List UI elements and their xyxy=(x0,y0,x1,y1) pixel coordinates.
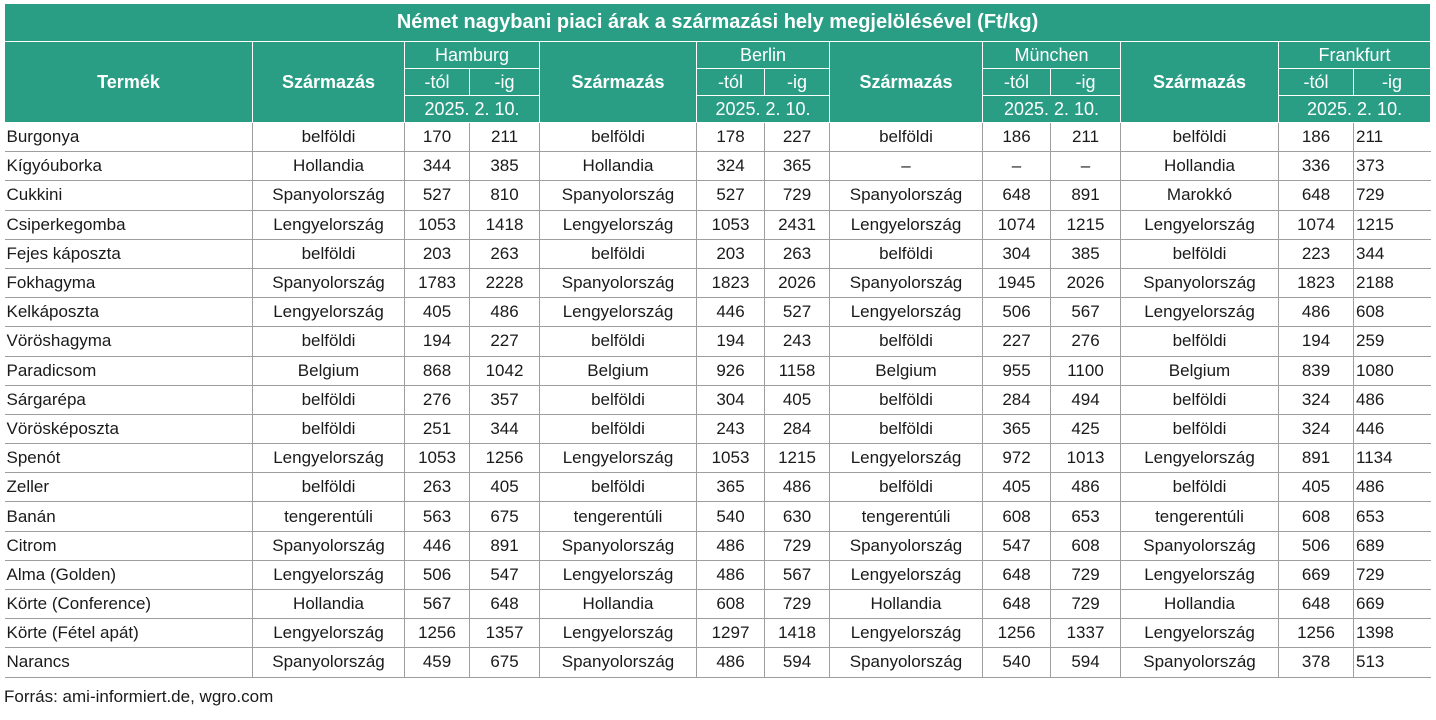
origin-berlin-cell: Lengyelország xyxy=(540,619,697,648)
product-name-cell: Citrom xyxy=(5,531,253,560)
product-name-cell: Vörösképoszta xyxy=(5,414,253,443)
berlin-to-cell: 1215 xyxy=(765,444,830,473)
munchen-from-cell: 648 xyxy=(983,181,1051,210)
hamburg-to-cell: 344 xyxy=(470,414,540,443)
source-note: Forrás: ami-informiert.de, wgro.com xyxy=(4,687,274,706)
berlin-from-cell: 194 xyxy=(697,327,765,356)
product-name-cell: Kelkáposzta xyxy=(5,298,253,327)
product-name-cell: Burgonya xyxy=(5,123,253,152)
hamburg-from-cell: 344 xyxy=(405,152,470,181)
berlin-from-cell: 486 xyxy=(697,648,765,677)
munchen-to-cell: 594 xyxy=(1051,648,1121,677)
berlin-from-cell: 540 xyxy=(697,502,765,531)
frankfurt-from-cell: 506 xyxy=(1279,531,1354,560)
munchen-to-cell: 276 xyxy=(1051,327,1121,356)
hamburg-to-cell: 547 xyxy=(470,560,540,589)
table-row xyxy=(5,210,1431,239)
berlin-from-cell: 486 xyxy=(697,560,765,589)
origin-munchen-cell: Hollandia xyxy=(830,590,983,619)
berlin-to-cell: 284 xyxy=(765,414,830,443)
berlin-from-cell: 203 xyxy=(697,239,765,268)
origin-berlin-cell: Lengyelország xyxy=(540,298,697,327)
product-name-cell: Körte (Conference) xyxy=(5,590,253,619)
origin-berlin-cell: Spanyolország xyxy=(540,648,697,677)
product-name-cell: Paradicsom xyxy=(5,356,253,385)
header-city-frankfurt: Frankfurt xyxy=(1279,42,1431,69)
berlin-from-cell: 527 xyxy=(697,181,765,210)
munchen-from-cell: 648 xyxy=(983,590,1051,619)
product-name-cell: Fejes káposzta xyxy=(5,239,253,268)
hamburg-to-cell: 1256 xyxy=(470,444,540,473)
frankfurt-from-cell: 1074 xyxy=(1279,210,1354,239)
berlin-from-cell: 1297 xyxy=(697,619,765,648)
frankfurt-to-cell: 729 xyxy=(1354,181,1431,210)
product-name-cell: Narancs xyxy=(5,648,253,677)
product-name-cell: Spenót xyxy=(5,444,253,473)
berlin-from-cell: 926 xyxy=(697,356,765,385)
munchen-from-cell: 284 xyxy=(983,385,1051,414)
munchen-from-cell: 608 xyxy=(983,502,1051,531)
berlin-to-cell: 527 xyxy=(765,298,830,327)
hamburg-to-cell: 675 xyxy=(470,502,540,531)
berlin-to-cell: 1158 xyxy=(765,356,830,385)
origin-hamburg-cell: tengerentúli xyxy=(253,502,405,531)
munchen-to-cell: 608 xyxy=(1051,531,1121,560)
origin-hamburg-cell: Belgium xyxy=(253,356,405,385)
origin-berlin-cell: belföldi xyxy=(540,414,697,443)
table-row xyxy=(5,444,1431,473)
origin-hamburg-cell: Spanyolország xyxy=(253,181,405,210)
munchen-to-cell: 1100 xyxy=(1051,356,1121,385)
munchen-to-cell: 729 xyxy=(1051,590,1121,619)
origin-hamburg-cell: Lengyelország xyxy=(253,560,405,589)
frankfurt-from-cell: 405 xyxy=(1279,473,1354,502)
frankfurt-from-cell: 669 xyxy=(1279,560,1354,589)
hamburg-to-cell: 211 xyxy=(470,123,540,152)
table-row xyxy=(5,268,1431,297)
origin-frankfurt-cell: belföldi xyxy=(1121,239,1279,268)
frankfurt-to-cell: 729 xyxy=(1354,560,1431,589)
munchen-to-cell: 486 xyxy=(1051,473,1121,502)
hamburg-to-cell: 810 xyxy=(470,181,540,210)
hamburg-to-cell: 385 xyxy=(470,152,540,181)
product-name-cell: Cukkini xyxy=(5,181,253,210)
origin-hamburg-cell: belföldi xyxy=(253,123,405,152)
munchen-to-cell: 1337 xyxy=(1051,619,1121,648)
table-row xyxy=(5,239,1431,268)
berlin-to-cell: 729 xyxy=(765,590,830,619)
munchen-from-cell: 540 xyxy=(983,648,1051,677)
origin-munchen-cell: belföldi xyxy=(830,414,983,443)
munchen-from-cell: 1074 xyxy=(983,210,1051,239)
header-date: 2025. 2. 10. xyxy=(405,96,540,123)
table-row xyxy=(5,123,1431,152)
hamburg-from-cell: 1053 xyxy=(405,210,470,239)
frankfurt-from-cell: 486 xyxy=(1279,298,1354,327)
munchen-from-cell: 405 xyxy=(983,473,1051,502)
origin-munchen-cell: belföldi xyxy=(830,239,983,268)
frankfurt-to-cell: 653 xyxy=(1354,502,1431,531)
product-name-cell: Sárgarépa xyxy=(5,385,253,414)
origin-frankfurt-cell: belföldi xyxy=(1121,385,1279,414)
table-row xyxy=(5,356,1431,385)
munchen-from-cell: 506 xyxy=(983,298,1051,327)
frankfurt-to-cell: 486 xyxy=(1354,385,1431,414)
frankfurt-to-cell: 373 xyxy=(1354,152,1431,181)
product-name-cell: Körte (Fétel apát) xyxy=(5,619,253,648)
table-row xyxy=(5,152,1431,181)
origin-frankfurt-cell: Lengyelország xyxy=(1121,560,1279,589)
origin-frankfurt-cell: Spanyolország xyxy=(1121,531,1279,560)
berlin-to-cell: 365 xyxy=(765,152,830,181)
origin-hamburg-cell: belföldi xyxy=(253,239,405,268)
product-name-cell: Vöröshagyma xyxy=(5,327,253,356)
frankfurt-to-cell: 259 xyxy=(1354,327,1431,356)
munchen-from-cell: 304 xyxy=(983,239,1051,268)
product-name-cell: Fokhagyma xyxy=(5,268,253,297)
hamburg-from-cell: 194 xyxy=(405,327,470,356)
header-city-berlin: Berlin xyxy=(697,42,830,69)
origin-berlin-cell: tengerentúli xyxy=(540,502,697,531)
origin-munchen-cell: Belgium xyxy=(830,356,983,385)
hamburg-to-cell: 1042 xyxy=(470,356,540,385)
table-title: Német nagybani piaci árak a származási hely megjelölésével (Ft/kg) xyxy=(5,4,1431,42)
berlin-from-cell: 365 xyxy=(697,473,765,502)
header-origin-munchen: Származás xyxy=(830,42,983,123)
origin-berlin-cell: Hollandia xyxy=(540,152,697,181)
berlin-from-cell: 1053 xyxy=(697,210,765,239)
header-from: -tól xyxy=(697,69,765,96)
berlin-to-cell: 729 xyxy=(765,181,830,210)
header-date: 2025. 2. 10. xyxy=(697,96,830,123)
table-body xyxy=(5,123,1431,678)
origin-berlin-cell: belföldi xyxy=(540,473,697,502)
hamburg-from-cell: 1256 xyxy=(405,619,470,648)
origin-berlin-cell: belföldi xyxy=(540,385,697,414)
hamburg-to-cell: 227 xyxy=(470,327,540,356)
hamburg-from-cell: 563 xyxy=(405,502,470,531)
hamburg-to-cell: 1357 xyxy=(470,619,540,648)
munchen-from-cell: 955 xyxy=(983,356,1051,385)
frankfurt-to-cell: 669 xyxy=(1354,590,1431,619)
berlin-from-cell: 608 xyxy=(697,590,765,619)
table-row xyxy=(5,590,1431,619)
origin-frankfurt-cell: belföldi xyxy=(1121,327,1279,356)
header-city-munchen: München xyxy=(983,42,1121,69)
header-to: -ig xyxy=(765,69,830,96)
frankfurt-from-cell: 324 xyxy=(1279,385,1354,414)
header-from: -tól xyxy=(405,69,470,96)
origin-hamburg-cell: Lengyelország xyxy=(253,298,405,327)
berlin-from-cell: 446 xyxy=(697,298,765,327)
origin-munchen-cell: belföldi xyxy=(830,473,983,502)
table-row xyxy=(5,327,1431,356)
frankfurt-from-cell: 608 xyxy=(1279,502,1354,531)
munchen-to-cell: 1215 xyxy=(1051,210,1121,239)
table-row xyxy=(5,385,1431,414)
munchen-to-cell: 567 xyxy=(1051,298,1121,327)
frankfurt-from-cell: 194 xyxy=(1279,327,1354,356)
munchen-to-cell: – xyxy=(1051,152,1121,181)
frankfurt-to-cell: 608 xyxy=(1354,298,1431,327)
berlin-from-cell: 324 xyxy=(697,152,765,181)
hamburg-from-cell: 446 xyxy=(405,531,470,560)
berlin-to-cell: 630 xyxy=(765,502,830,531)
hamburg-from-cell: 868 xyxy=(405,356,470,385)
munchen-to-cell: 211 xyxy=(1051,123,1121,152)
price-table xyxy=(4,3,1431,678)
price-table-container xyxy=(4,3,1430,678)
header-product: Termék xyxy=(5,42,253,123)
origin-hamburg-cell: Hollandia xyxy=(253,152,405,181)
origin-frankfurt-cell: Belgium xyxy=(1121,356,1279,385)
frankfurt-to-cell: 513 xyxy=(1354,648,1431,677)
origin-hamburg-cell: Lengyelország xyxy=(253,619,405,648)
berlin-from-cell: 1823 xyxy=(697,268,765,297)
table-row xyxy=(5,502,1431,531)
frankfurt-to-cell: 486 xyxy=(1354,473,1431,502)
berlin-from-cell: 1053 xyxy=(697,444,765,473)
hamburg-from-cell: 170 xyxy=(405,123,470,152)
origin-munchen-cell: Spanyolország xyxy=(830,648,983,677)
frankfurt-from-cell: 223 xyxy=(1279,239,1354,268)
origin-frankfurt-cell: Lengyelország xyxy=(1121,444,1279,473)
product-name-cell: Alma (Golden) xyxy=(5,560,253,589)
munchen-to-cell: 729 xyxy=(1051,560,1121,589)
table-row xyxy=(5,648,1431,677)
table-row xyxy=(5,181,1431,210)
origin-munchen-cell: Spanyolország xyxy=(830,181,983,210)
origin-munchen-cell: belföldi xyxy=(830,123,983,152)
origin-munchen-cell: – xyxy=(830,152,983,181)
origin-hamburg-cell: Spanyolország xyxy=(253,268,405,297)
munchen-to-cell: 385 xyxy=(1051,239,1121,268)
table-row xyxy=(5,619,1431,648)
origin-frankfurt-cell: belföldi xyxy=(1121,123,1279,152)
header-date: 2025. 2. 10. xyxy=(1279,96,1431,123)
product-name-cell: Zeller xyxy=(5,473,253,502)
frankfurt-to-cell: 1215 xyxy=(1354,210,1431,239)
table-row xyxy=(5,298,1431,327)
munchen-from-cell: 365 xyxy=(983,414,1051,443)
frankfurt-to-cell: 1134 xyxy=(1354,444,1431,473)
origin-munchen-cell: tengerentúli xyxy=(830,502,983,531)
munchen-from-cell: 186 xyxy=(983,123,1051,152)
hamburg-to-cell: 486 xyxy=(470,298,540,327)
header-origin-hamburg: Származás xyxy=(253,42,405,123)
origin-hamburg-cell: belföldi xyxy=(253,473,405,502)
frankfurt-from-cell: 1256 xyxy=(1279,619,1354,648)
munchen-from-cell: 972 xyxy=(983,444,1051,473)
header-from: -tól xyxy=(1279,69,1354,96)
frankfurt-from-cell: 891 xyxy=(1279,444,1354,473)
origin-frankfurt-cell: Hollandia xyxy=(1121,590,1279,619)
hamburg-from-cell: 263 xyxy=(405,473,470,502)
origin-berlin-cell: belföldi xyxy=(540,327,697,356)
origin-hamburg-cell: Spanyolország xyxy=(253,648,405,677)
munchen-from-cell: 547 xyxy=(983,531,1051,560)
header-date: 2025. 2. 10. xyxy=(983,96,1121,123)
header-origin-berlin: Származás xyxy=(540,42,697,123)
origin-frankfurt-cell: Spanyolország xyxy=(1121,268,1279,297)
origin-frankfurt-cell: tengerentúli xyxy=(1121,502,1279,531)
hamburg-from-cell: 1783 xyxy=(405,268,470,297)
frankfurt-from-cell: 1823 xyxy=(1279,268,1354,297)
origin-munchen-cell: belföldi xyxy=(830,327,983,356)
munchen-from-cell: – xyxy=(983,152,1051,181)
hamburg-from-cell: 459 xyxy=(405,648,470,677)
origin-berlin-cell: Lengyelország xyxy=(540,210,697,239)
frankfurt-to-cell: 689 xyxy=(1354,531,1431,560)
berlin-to-cell: 2026 xyxy=(765,268,830,297)
header-origin-frankfurt: Származás xyxy=(1121,42,1279,123)
frankfurt-from-cell: 648 xyxy=(1279,181,1354,210)
hamburg-from-cell: 405 xyxy=(405,298,470,327)
berlin-from-cell: 243 xyxy=(697,414,765,443)
frankfurt-to-cell: 211 xyxy=(1354,123,1431,152)
hamburg-to-cell: 675 xyxy=(470,648,540,677)
origin-hamburg-cell: Lengyelország xyxy=(253,210,405,239)
header-city-hamburg: Hamburg xyxy=(405,42,540,69)
origin-frankfurt-cell: belföldi xyxy=(1121,414,1279,443)
hamburg-from-cell: 527 xyxy=(405,181,470,210)
berlin-to-cell: 729 xyxy=(765,531,830,560)
origin-munchen-cell: Lengyelország xyxy=(830,210,983,239)
origin-frankfurt-cell: belföldi xyxy=(1121,473,1279,502)
origin-berlin-cell: Lengyelország xyxy=(540,560,697,589)
frankfurt-from-cell: 839 xyxy=(1279,356,1354,385)
origin-berlin-cell: Spanyolország xyxy=(540,268,697,297)
origin-munchen-cell: Spanyolország xyxy=(830,531,983,560)
munchen-to-cell: 653 xyxy=(1051,502,1121,531)
origin-berlin-cell: Spanyolország xyxy=(540,181,697,210)
munchen-from-cell: 648 xyxy=(983,560,1051,589)
berlin-to-cell: 227 xyxy=(765,123,830,152)
berlin-to-cell: 243 xyxy=(765,327,830,356)
hamburg-to-cell: 263 xyxy=(470,239,540,268)
origin-munchen-cell: Lengyelország xyxy=(830,619,983,648)
origin-hamburg-cell: belföldi xyxy=(253,327,405,356)
munchen-from-cell: 1945 xyxy=(983,268,1051,297)
munchen-to-cell: 891 xyxy=(1051,181,1121,210)
berlin-from-cell: 178 xyxy=(697,123,765,152)
frankfurt-from-cell: 186 xyxy=(1279,123,1354,152)
hamburg-from-cell: 203 xyxy=(405,239,470,268)
origin-munchen-cell: Spanyolország xyxy=(830,268,983,297)
frankfurt-from-cell: 378 xyxy=(1279,648,1354,677)
origin-frankfurt-cell: Hollandia xyxy=(1121,152,1279,181)
origin-munchen-cell: Lengyelország xyxy=(830,444,983,473)
frankfurt-to-cell: 1080 xyxy=(1354,356,1431,385)
origin-frankfurt-cell: Lengyelország xyxy=(1121,619,1279,648)
berlin-from-cell: 304 xyxy=(697,385,765,414)
origin-hamburg-cell: Hollandia xyxy=(253,590,405,619)
hamburg-from-cell: 567 xyxy=(405,590,470,619)
header-to: -ig xyxy=(1354,69,1431,96)
frankfurt-from-cell: 336 xyxy=(1279,152,1354,181)
product-name-cell: Kígyóuborka xyxy=(5,152,253,181)
origin-berlin-cell: belföldi xyxy=(540,123,697,152)
hamburg-to-cell: 405 xyxy=(470,473,540,502)
frankfurt-from-cell: 648 xyxy=(1279,590,1354,619)
munchen-to-cell: 2026 xyxy=(1051,268,1121,297)
munchen-to-cell: 1013 xyxy=(1051,444,1121,473)
berlin-to-cell: 2431 xyxy=(765,210,830,239)
origin-frankfurt-cell: Lengyelország xyxy=(1121,298,1279,327)
berlin-to-cell: 263 xyxy=(765,239,830,268)
origin-hamburg-cell: Lengyelország xyxy=(253,444,405,473)
munchen-from-cell: 227 xyxy=(983,327,1051,356)
munchen-to-cell: 494 xyxy=(1051,385,1121,414)
frankfurt-to-cell: 344 xyxy=(1354,239,1431,268)
table-row xyxy=(5,531,1431,560)
origin-berlin-cell: Hollandia xyxy=(540,590,697,619)
hamburg-to-cell: 648 xyxy=(470,590,540,619)
product-name-cell: Csiperkegomba xyxy=(5,210,253,239)
frankfurt-to-cell: 1398 xyxy=(1354,619,1431,648)
origin-berlin-cell: Spanyolország xyxy=(540,531,697,560)
hamburg-to-cell: 891 xyxy=(470,531,540,560)
origin-berlin-cell: Belgium xyxy=(540,356,697,385)
table-row xyxy=(5,560,1431,589)
hamburg-from-cell: 1053 xyxy=(405,444,470,473)
table-row xyxy=(5,414,1431,443)
origin-frankfurt-cell: Marokkó xyxy=(1121,181,1279,210)
hamburg-to-cell: 357 xyxy=(470,385,540,414)
frankfurt-to-cell: 2188 xyxy=(1354,268,1431,297)
berlin-to-cell: 486 xyxy=(765,473,830,502)
header-to: -ig xyxy=(470,69,540,96)
origin-munchen-cell: Lengyelország xyxy=(830,560,983,589)
origin-munchen-cell: Lengyelország xyxy=(830,298,983,327)
origin-berlin-cell: belföldi xyxy=(540,239,697,268)
hamburg-from-cell: 276 xyxy=(405,385,470,414)
origin-hamburg-cell: belföldi xyxy=(253,414,405,443)
table-row xyxy=(5,473,1431,502)
frankfurt-to-cell: 446 xyxy=(1354,414,1431,443)
berlin-to-cell: 594 xyxy=(765,648,830,677)
origin-munchen-cell: belföldi xyxy=(830,385,983,414)
origin-frankfurt-cell: Spanyolország xyxy=(1121,648,1279,677)
hamburg-to-cell: 1418 xyxy=(470,210,540,239)
frankfurt-from-cell: 324 xyxy=(1279,414,1354,443)
origin-hamburg-cell: belföldi xyxy=(253,385,405,414)
hamburg-to-cell: 2228 xyxy=(470,268,540,297)
origin-hamburg-cell: Spanyolország xyxy=(253,531,405,560)
origin-berlin-cell: Lengyelország xyxy=(540,444,697,473)
header-to: -ig xyxy=(1051,69,1121,96)
berlin-from-cell: 486 xyxy=(697,531,765,560)
hamburg-from-cell: 506 xyxy=(405,560,470,589)
origin-frankfurt-cell: Lengyelország xyxy=(1121,210,1279,239)
berlin-to-cell: 1418 xyxy=(765,619,830,648)
berlin-to-cell: 405 xyxy=(765,385,830,414)
header-from: -tól xyxy=(983,69,1051,96)
product-name-cell: Banán xyxy=(5,502,253,531)
berlin-to-cell: 567 xyxy=(765,560,830,589)
munchen-to-cell: 425 xyxy=(1051,414,1121,443)
munchen-from-cell: 1256 xyxy=(983,619,1051,648)
hamburg-from-cell: 251 xyxy=(405,414,470,443)
